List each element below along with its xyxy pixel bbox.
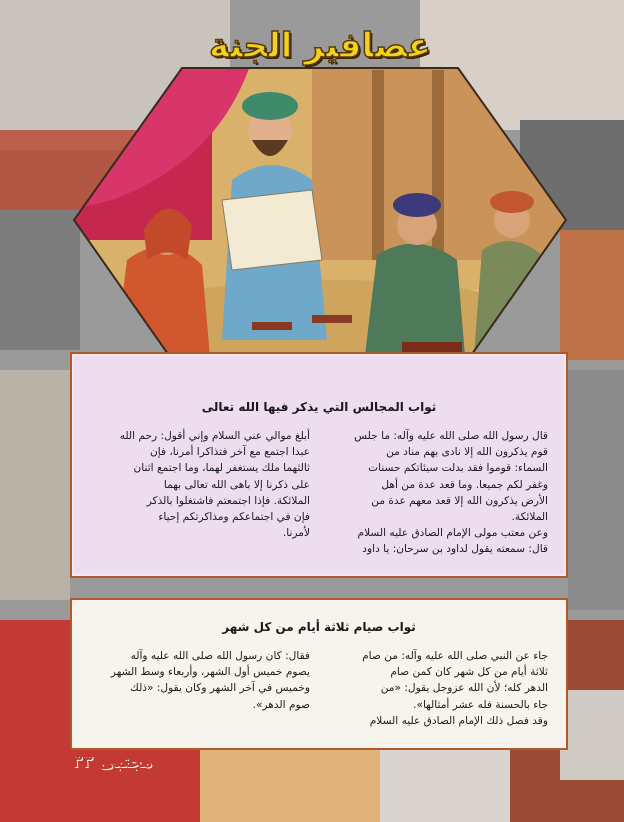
- text-column-left: فقال: كان رسول الله صلى الله عليه وآله يصوم خميس أول الشهر، وأربعاء وسط الشهر وخميس في آخر الشهر وكان يقول: «ذلك صوم الدهر».: [110, 650, 310, 711]
- section-gatherings: [70, 352, 568, 578]
- text-column-right: قال رسول الله صلى الله عليه وآله: ما جلس قوم يذكرون الله إلا نادى بهم مناد من السماء: قوموا فقد بدلت سيئاتكم حسنات وغفر لكم جميعا. وما قعد عدة من أهل الأرض يذكرون الله إلا قعد معهم عدة من الملائكة. وعن معتب مولى الإمام الصادق عليه السلام قال: سمعته يقول لداود بن سرحان: يا داود: [354, 430, 548, 556]
- magazine-logo: مجتبى ٣٣: [72, 752, 153, 772]
- text-column-right: جاء عن النبي صلى الله عليه وآله: من صام ثلاثة أيام من كل شهر كان كمن صام الدهر كله؛ لأن الله عزوجل يقول: «من جاء بالحسنة فله عشر أمثالها». وقد فصل ذلك الإمام الصادق عليه السلام: [362, 650, 548, 727]
- section-heading: ثواب المجالس التي يذكر فيها الله تعالى: [201, 400, 437, 414]
- section-fasting: [70, 598, 568, 750]
- illustration-scholars: [72, 60, 568, 382]
- page-title: عصافير الجنة: [208, 26, 432, 66]
- text-column-left: أبلغ موالي عني السلام وإني أقول: رحم الله عبدا اجتمع مع آخر فتذاكرا أمرنا، فإن ثالثهما ملك يستغفر لهما، وما اجتمع اثنان على ذكرنا إلا باهى الله تعالى بهما الملائكة. فإذا اجتمعتم فاشتغلوا بالذكر فإن في اجتماعكم ومذاكرتكم إحياء لأمرنا.: [119, 430, 310, 540]
- section-heading: ثواب صيام ثلاثة أيام من كل شهر: [222, 620, 416, 634]
